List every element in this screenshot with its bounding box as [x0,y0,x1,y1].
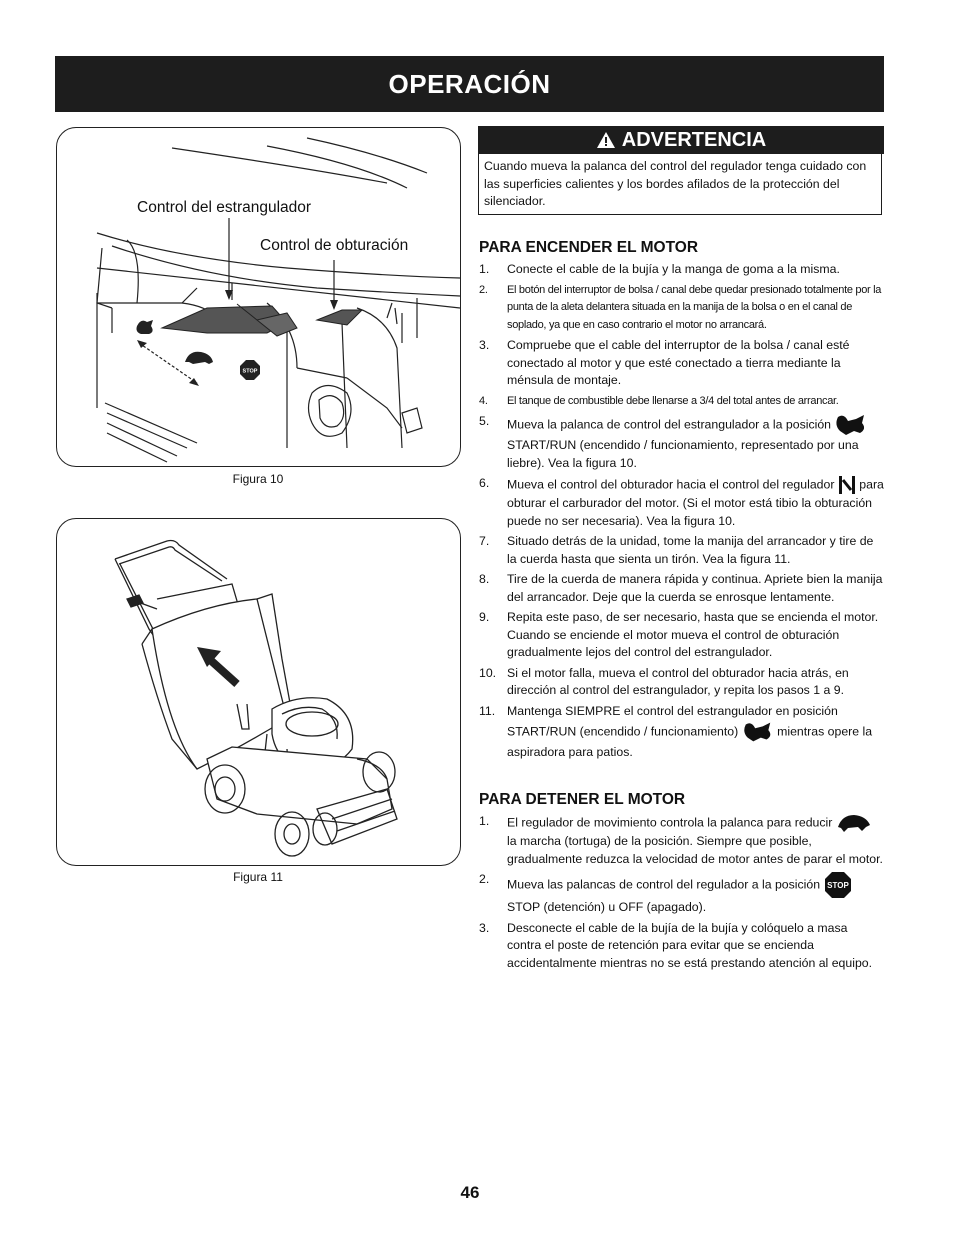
stop-icon-text: STOP [242,368,258,375]
list-item: 1. Conecte el cable de la bujía y la manga de goma a la misma. [479,262,840,276]
figure-11 [56,518,461,866]
list-item: 8. Tire de la cuerda de manera rápida y continua. Apriete bien la manija del arrancador. Deje que la cuerda se enrosque lentamente. [479,572,883,604]
page-number: 46 [460,1183,480,1202]
turtle-icon [185,352,213,364]
warning-triangle-icon [596,131,616,149]
list-item: 2. Mueva las palancas de control del regulador a la posición STOP STOP (detención) u OFF (apagado). [479,871,884,917]
stop-icon [240,360,260,380]
label-choke-control: Control del estrangulador [137,199,312,216]
list-item: 5. Mueva la palanca de control del estrangulador a la posición START/RUN (encendido / funcionamiento, representado por una liebre). Vea la figura 10. [479,413,884,472]
list-item: 3. Desconecte el cable de la bujía de la bujía y colóquelo a masa contra el poste de retención para evitar que se encienda accidentalmente mientras no se está prestando atención al equipo. [479,920,873,970]
figure-10 [56,127,461,467]
start-steps-list [479,261,884,765]
stop-steps-list [479,813,884,975]
choke-icon [838,475,856,495]
chipper-vacuum-illustration [57,519,460,865]
stop-section-title: PARA DETENER EL MOTOR [479,791,686,808]
rabbit-icon [137,320,154,334]
figure-10-caption: Figura 10 [232,472,284,486]
engine-controls-illustration [57,128,460,466]
page-title: OPERACIÓN [388,68,551,99]
warning-header [478,126,884,154]
stop-icon-text: STOP [826,881,849,890]
list-item: 11. Mantenga SIEMPRE el control del estrangulador en posición START/RUN (encendido / funcionamiento) mientras opere la aspiradora para patios. [479,703,873,759]
warning-text: Cuando mueva la palanca del control del regulador tenga cuidado con las superficies calientes y los bordes afilados de la protección del silenciador. [478,154,882,215]
rabbit-icon [742,720,774,744]
list-item: 4. El tanque de combustible debe llenarse a 3/4 del total antes de arrancar. [479,394,839,407]
list-item: 2. El botón del interruptor de bolsa / canal debe quedar presionado totalmente por la punta de la aleta delantera situada en la manija de la bolsa o en el canal de soplado, ya que en caso contrario el motor no arrancará. [479,283,882,331]
list-item: 6. Mueva el control del obturador hacia el control del regulador para obturar el carburador del motor. (Si el motor está tibio la obturación puede no ser necesaria). Vea la figura 10. [479,476,884,528]
figure-11-caption: Figura 11 [233,870,283,884]
list-item: 10. Si el motor falla, mueva el control del obturador hacia atrás, en dirección al control del estrangulador, y repita los pasos 1 a 9. [479,665,849,697]
list-item: 1. El regulador de movimiento controla la palanca para reducir la marcha (tortuga) de la posición. Siempre que posible, gradualmente reduzca la velocidad de motor antes de parar el motor. [479,814,883,866]
list-item: 3. Compruebe que el cable del interruptor de la bolsa / canal esté conectado al motor y que esté conectado a tierra mediante la ménsula de montaje. [479,338,850,387]
label-throttle-control: Control de obturación [260,237,409,254]
stop-icon [824,871,852,899]
page-header [55,56,884,112]
warning-title: ADVERTENCIA [621,128,767,151]
list-item: 9. Repita este paso, de ser necesario, hasta que se encienda el motor. Cuando se enciende el motor mueva el control de obturación gradualmente lejos del control del estrangulador. [479,610,879,659]
list-item: 7. Situado detrás de la unidad, tome la manija del arrancador y tire de la cuerda hasta que sienta un tirón. Vea la figura 11. [479,534,874,566]
start-section-title: PARA ENCENDER EL MOTOR [479,239,699,256]
turtle-icon [836,813,872,833]
rabbit-icon [834,413,868,437]
